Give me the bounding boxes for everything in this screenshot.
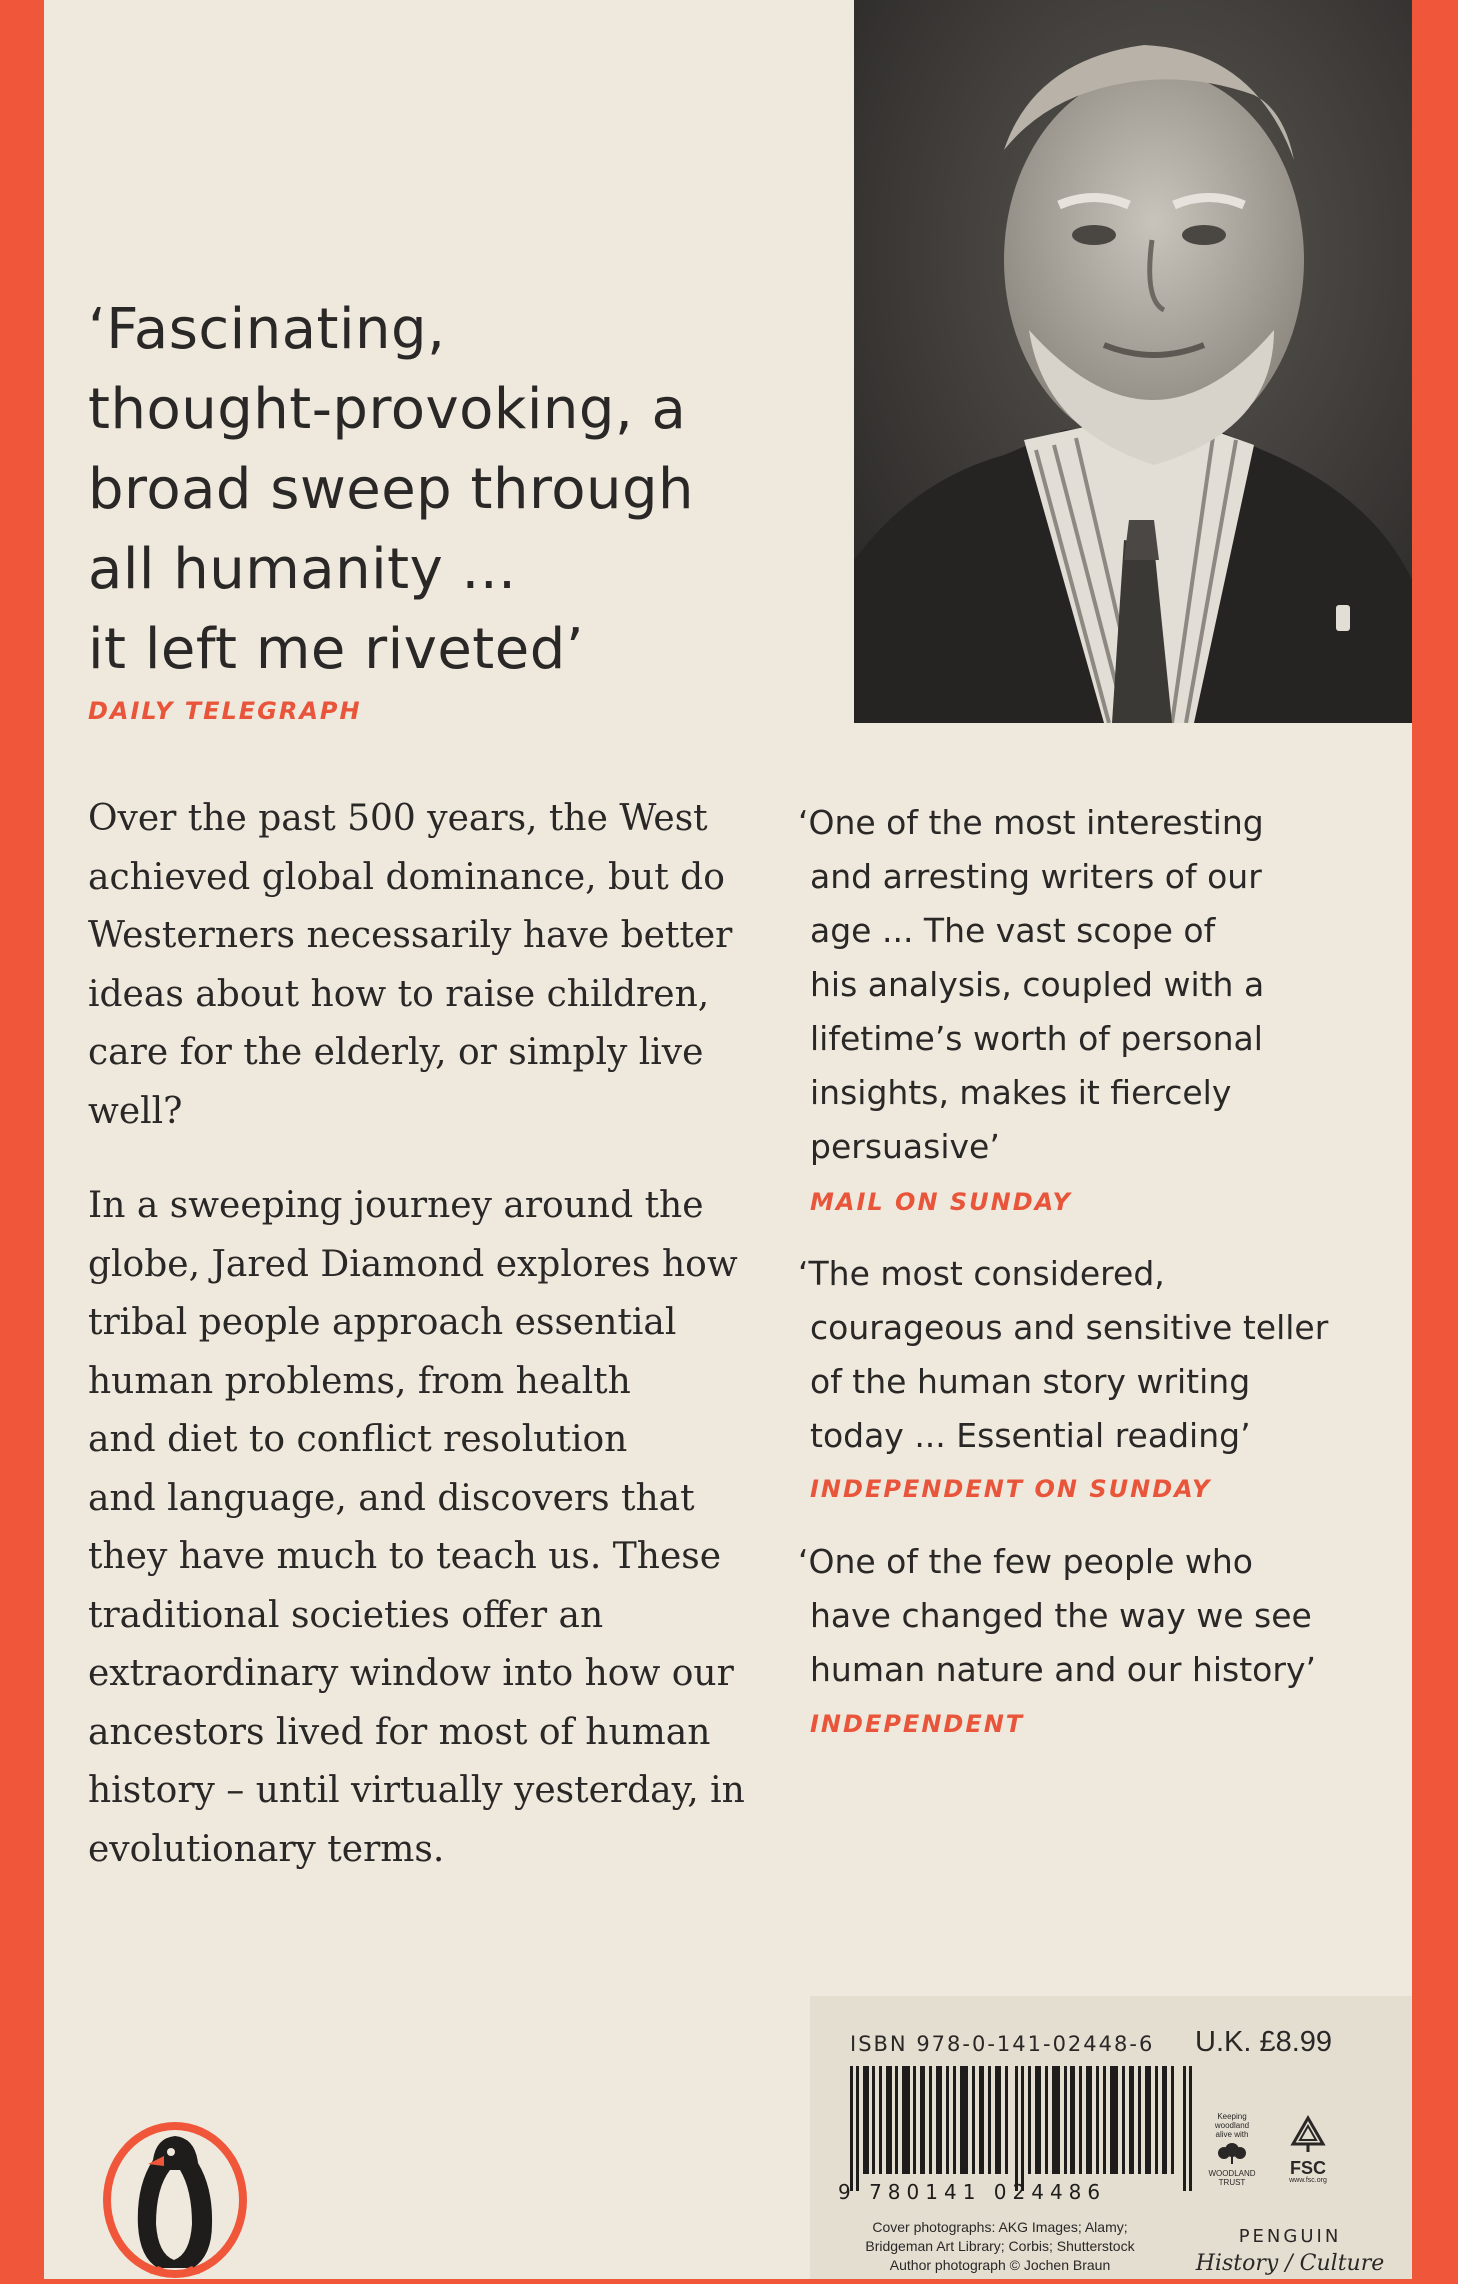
credit-line: Author photograph © Jochen Braun	[889, 2257, 1111, 2273]
price: U.K. £8.99	[1195, 2026, 1333, 2058]
review-line: ‘One of the most interesting	[798, 803, 1264, 842]
lead-quote-source: DAILY TELEGRAPH	[88, 697, 362, 725]
lead-quote	[88, 290, 808, 690]
lead-quote-line: all humanity ...	[88, 537, 517, 602]
fsc-label: FSC	[1290, 2158, 1326, 2178]
spine-right	[1412, 0, 1458, 2279]
blurb-line: In a sweeping journey around the	[88, 1185, 704, 1226]
review-line: have changed the way we see	[810, 1596, 1312, 1635]
lead-quote-line: broad sweep through	[88, 457, 695, 522]
fsc-badge	[1278, 2114, 1338, 2184]
lead-quote-line: thought-provoking, a	[88, 377, 687, 442]
review-line: lifetime’s worth of personal	[810, 1019, 1263, 1058]
credit-line: Bridgeman Art Library; Corbis; Shutterstock	[865, 2238, 1135, 2254]
review-line: ‘The most considered,	[798, 1254, 1165, 1293]
blurb-line: ancestors lived for most of human	[88, 1711, 711, 1753]
review-line: of the human story writing	[810, 1362, 1251, 1401]
blurb-line: Westerners necessarily have better	[88, 915, 733, 956]
woodland-label: WOODLAND	[1208, 2169, 1256, 2178]
blurb-line: and diet to conflict resolution	[88, 1419, 628, 1460]
penguin-logo-icon	[98, 2108, 253, 2279]
review-line: ‘One of the few people who	[798, 1542, 1253, 1581]
barcode-panel	[810, 1996, 1412, 2279]
series-label: History / Culture	[1195, 2251, 1385, 2276]
blurb-line: and language, and discovers that	[88, 1477, 695, 1519]
author-portrait	[854, 0, 1412, 723]
review-source-1: MAIL ON SUNDAY	[810, 1188, 1072, 1216]
woodland-trust-badge	[1198, 2112, 1266, 2187]
blurb-line: well?	[88, 1090, 183, 1132]
back-cover	[44, 0, 1412, 2279]
isbn: ISBN 978-0-141-02448-6	[850, 2032, 1155, 2056]
woodland-sub: TRUST	[1218, 2178, 1246, 2187]
credit-line: Cover photographs: AKG Images; Alamy;	[872, 2219, 1128, 2235]
lead-quote-line: ‘Fascinating,	[88, 297, 446, 362]
blurb-line: history – until virtually yesterday, in	[88, 1770, 745, 1811]
woodland-text: Keeping	[1217, 2112, 1247, 2121]
woodland-text: alive with	[1215, 2130, 1249, 2139]
review-line: today ... Essential reading’	[810, 1416, 1251, 1455]
blurb-paragraph-2	[88, 1177, 808, 1879]
lead-quote-line: it left me riveted’	[88, 617, 585, 682]
blurb-line: Over the past 500 years, the West	[88, 798, 708, 839]
blurb-line: they have much to teach us. These	[88, 1536, 722, 1577]
review-line: human nature and our history’	[810, 1650, 1316, 1689]
review-line: his analysis, coupled with a	[810, 965, 1265, 1004]
review-line: persuasive’	[810, 1127, 1000, 1166]
barcode-digits: 9 780141 024486	[838, 2180, 1107, 2204]
blurb-line: tribal people approach essential	[88, 1302, 677, 1343]
review-quote-3	[798, 1535, 1398, 1697]
blurb-line: extraordinary window into how our	[88, 1653, 734, 1694]
blurb-line: globe, Jared Diamond explores how	[88, 1243, 738, 1285]
review-quote-2	[798, 1247, 1398, 1463]
fsc-url: www.fsc.org	[1289, 2177, 1327, 2184]
spine-left	[0, 0, 44, 2279]
woodland-trust-icon	[1214, 2143, 1250, 2165]
review-quote-1	[798, 796, 1398, 1174]
blurb-line: care for the elderly, or simply live	[88, 1032, 704, 1073]
blurb-paragraph-1	[88, 790, 808, 1141]
review-source-2: INDEPENDENT ON SUNDAY	[810, 1475, 1212, 1503]
review-line: insights, makes it fiercely	[810, 1073, 1232, 1112]
blurb-line: traditional societies offer an	[88, 1594, 604, 1636]
photo-credits	[850, 2218, 1150, 2275]
blurb-line: achieved global dominance, but do	[88, 856, 725, 898]
publisher-name: PENGUIN	[1238, 2226, 1342, 2247]
review-line: age ... The vast scope of	[810, 911, 1216, 950]
fsc-tree-icon	[1283, 2114, 1333, 2154]
blurb-line: ideas about how to raise children,	[88, 973, 710, 1015]
blurb-line: evolutionary terms.	[88, 1828, 445, 1870]
review-source-3: INDEPENDENT	[810, 1710, 1025, 1738]
blurb-line: human problems, from health	[88, 1360, 631, 1402]
woodland-text: woodland	[1214, 2121, 1250, 2130]
barcode	[850, 2066, 1192, 2191]
review-line: and arresting writers of our	[810, 857, 1262, 896]
review-line: courageous and sensitive teller	[810, 1308, 1329, 1347]
